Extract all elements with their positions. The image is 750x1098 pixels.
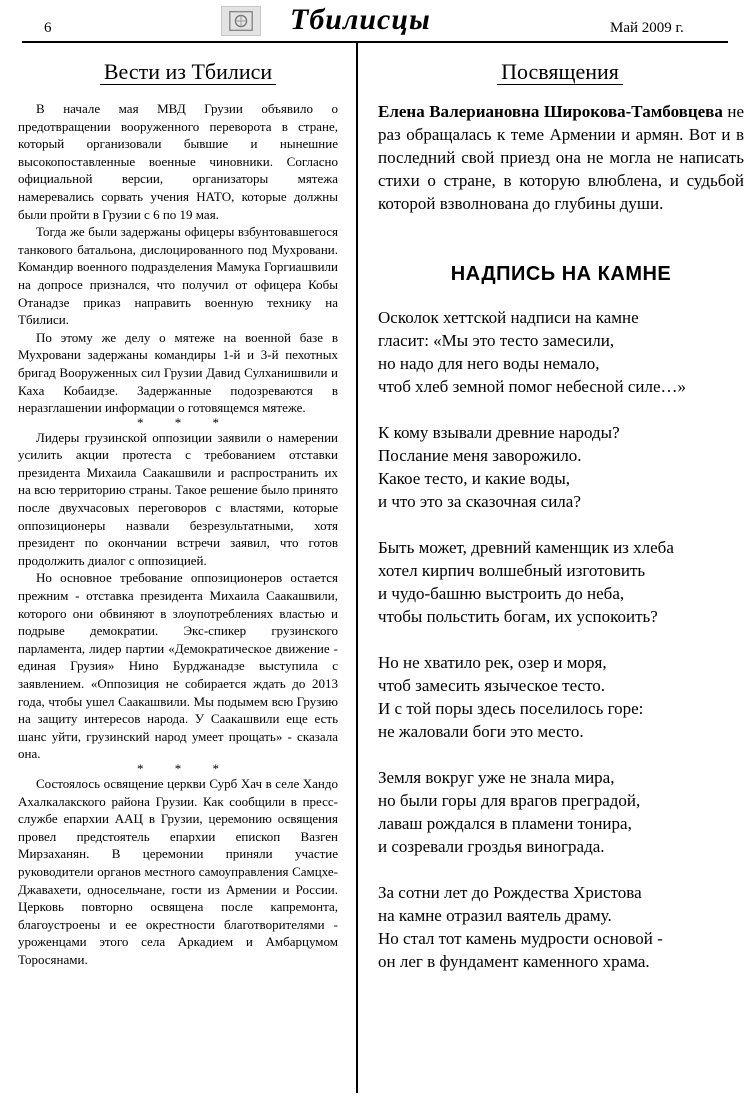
column-divider (356, 43, 358, 1093)
poem-title: НАДПИСЬ НА КАМНЕ (450, 263, 672, 285)
poem-line: и созревали гроздья винограда. (378, 837, 605, 856)
poem-stanza (378, 651, 744, 743)
poem-line: лаваш рождался в пламени тонира, (378, 814, 632, 833)
poem-line: на камне отразил ваятель драму. (378, 906, 612, 925)
poem-stanza (378, 881, 744, 973)
issue-date: Май 2009 г. (610, 20, 684, 36)
poem-line: Осколок хеттской надписи на камне (378, 308, 639, 327)
news-paragraph: В начале мая МВД Грузии объявило о предотвращении вооруженного переворота в стране, который организовали бывшие и нынешние высокопоставленные военные чиновники. Согласно официальной версии, организаторы мятежа намеревались сорвать учения НАТО, которые должны были пройти в Грузии с 6 по 19 мая. (18, 101, 338, 222)
poem-line: Но стал тот камень мудрости основой - (378, 929, 663, 948)
poem-stanza (378, 536, 744, 628)
poem (378, 306, 744, 973)
page-header (0, 0, 750, 46)
poem-line: чтоб хлеб земной помог небесной силе…» (378, 377, 687, 396)
poem-stanza (378, 306, 744, 398)
news-paragraph: Состоялось освящение церкви Сурб Хач в селе Хандо Ахалкалакского района Грузии. Как сообщили в пресс-службе епархии ААЦ в Грузии, церемонию освящения провел предстоятель епархии епископ Вазген Мирзаханян. В церемонии приняли участие руководители органов местного самоуправления Самцхе-Джавахети, односельчане, гости из Армении и России. Церковь повторно освящена после капремонта, благоустроены и ее окрестности благотворителями - уроженцами этого села Аркадием и Амбарцумом Торосянами. (18, 775, 338, 967)
poem-line: и чудо-башню выстроить до неба, (378, 584, 625, 603)
poem-stanza (378, 421, 744, 513)
dedication-text: не раз обращалась к теме Армении и армян. Вот и в последний свой приезд она не могла не написать стихи о стране, в которую влюблена, и судьбой которой взволнована до глубины души. (378, 102, 744, 213)
news-paragraph: Лидеры грузинской оппозиции заявили о намерении усилить акции протеста с требованием отставки президента Михаила Саакашвили и распространить их на всю территорию страны. Такое решение было принято после двухчасовых переговоров с властями, которые оппозиционеры назвали безрезультатными, хотя президент по окончании встречи заявил, что готов продолжить диалог с оппозицией. (18, 429, 338, 568)
news-paragraph: Тогда же были задержаны офицеры взбунтовавшегося танкового батальона, дислоцированного под Мухровани. Командир военного подразделения Мамука Горгиашвили на допросе признался, что получил от офицера Кобы Отанадзе приказ направить военную технику на Тбилиси. (18, 224, 338, 328)
poem-line: хотел кирпич волшебный изготовить (378, 561, 646, 580)
poem-line: он лег в фундамент каменного храма. (378, 952, 650, 971)
poem-line: но надо для него воды немало, (378, 354, 600, 373)
poem-line: чтобы польстить богам, их успокоить? (378, 607, 658, 626)
asterisk-separator: * * * (137, 760, 233, 776)
poem-line: не жаловали боги это место. (378, 722, 584, 741)
poem-line: К кому взывали древние народы? (378, 423, 620, 442)
poem-stanza (378, 766, 744, 858)
poem-line: Но не хватило рек, озер и моря, (378, 653, 607, 672)
left-section-title-text: Вести из Тбилиси (100, 59, 276, 85)
poem-line: чтоб замесить языческое тесто. (378, 676, 606, 695)
news-column (18, 100, 338, 969)
poem-line: И с той поры здесь поселилось горе: (378, 699, 644, 718)
poem-line: Земля вокруг уже не знала мира, (378, 768, 615, 787)
masthead-title: Тбилисцы (290, 3, 431, 36)
dedication-intro (378, 100, 744, 215)
poem-line: Быть может, древний каменщик из хлеба (378, 538, 674, 557)
news-paragraph: Но основное требование оппозиционеров остается прежним - отставка президента Михаила Саакашвили, которого они обвиняют в злоупотреблениях властью и подрыве демократии. Экс-спикер грузинского парламента, лидер партии «Демократическое движение - единая Грузия» Нино Бурджанадзе выступила с заявлением. «Оппозиция не собирается ждать до 2013 года, чтобы ушел Саакашвили. Мы подымем всю Грузию на защиту интересов народа. У Саакашвили еще есть шанс уйти, грузинский народ умеет прощать» - сказала она. (18, 570, 338, 762)
news-paragraph: По этому же делу о мятеже на военной базе в Мухровани задержаны командиры 1-й и 3-й пехотных бригад Вооруженных сил Грузии Давид Сулханишвили и Каха Кобаидзе. Задержанные подозреваются в неразглашении информации о готовящемся мятеже. (18, 329, 338, 416)
author-name: Елена Валериановна Широкова-Тамбовцева (378, 102, 723, 121)
asterisk-separator: * * * (137, 414, 233, 430)
dedication-column (378, 100, 744, 996)
poem-line: гласит: «Мы это тесто замесили, (378, 331, 615, 350)
page-number: 6 (44, 20, 52, 36)
poem-line: Какое тесто, и какие воды, (378, 469, 570, 488)
right-section-title-text: Посвящения (497, 59, 623, 85)
right-section-title (372, 58, 748, 86)
poem-line: но были горы для врагов преградой, (378, 791, 641, 810)
header-rule (22, 41, 728, 43)
left-section-title (20, 58, 356, 86)
poem-line: и что это за сказочная сила? (378, 492, 581, 511)
poem-line: Послание меня заворожило. (378, 446, 582, 465)
newspaper-logo-icon (221, 6, 261, 36)
poem-line: За сотни лет до Рождества Христова (378, 883, 642, 902)
